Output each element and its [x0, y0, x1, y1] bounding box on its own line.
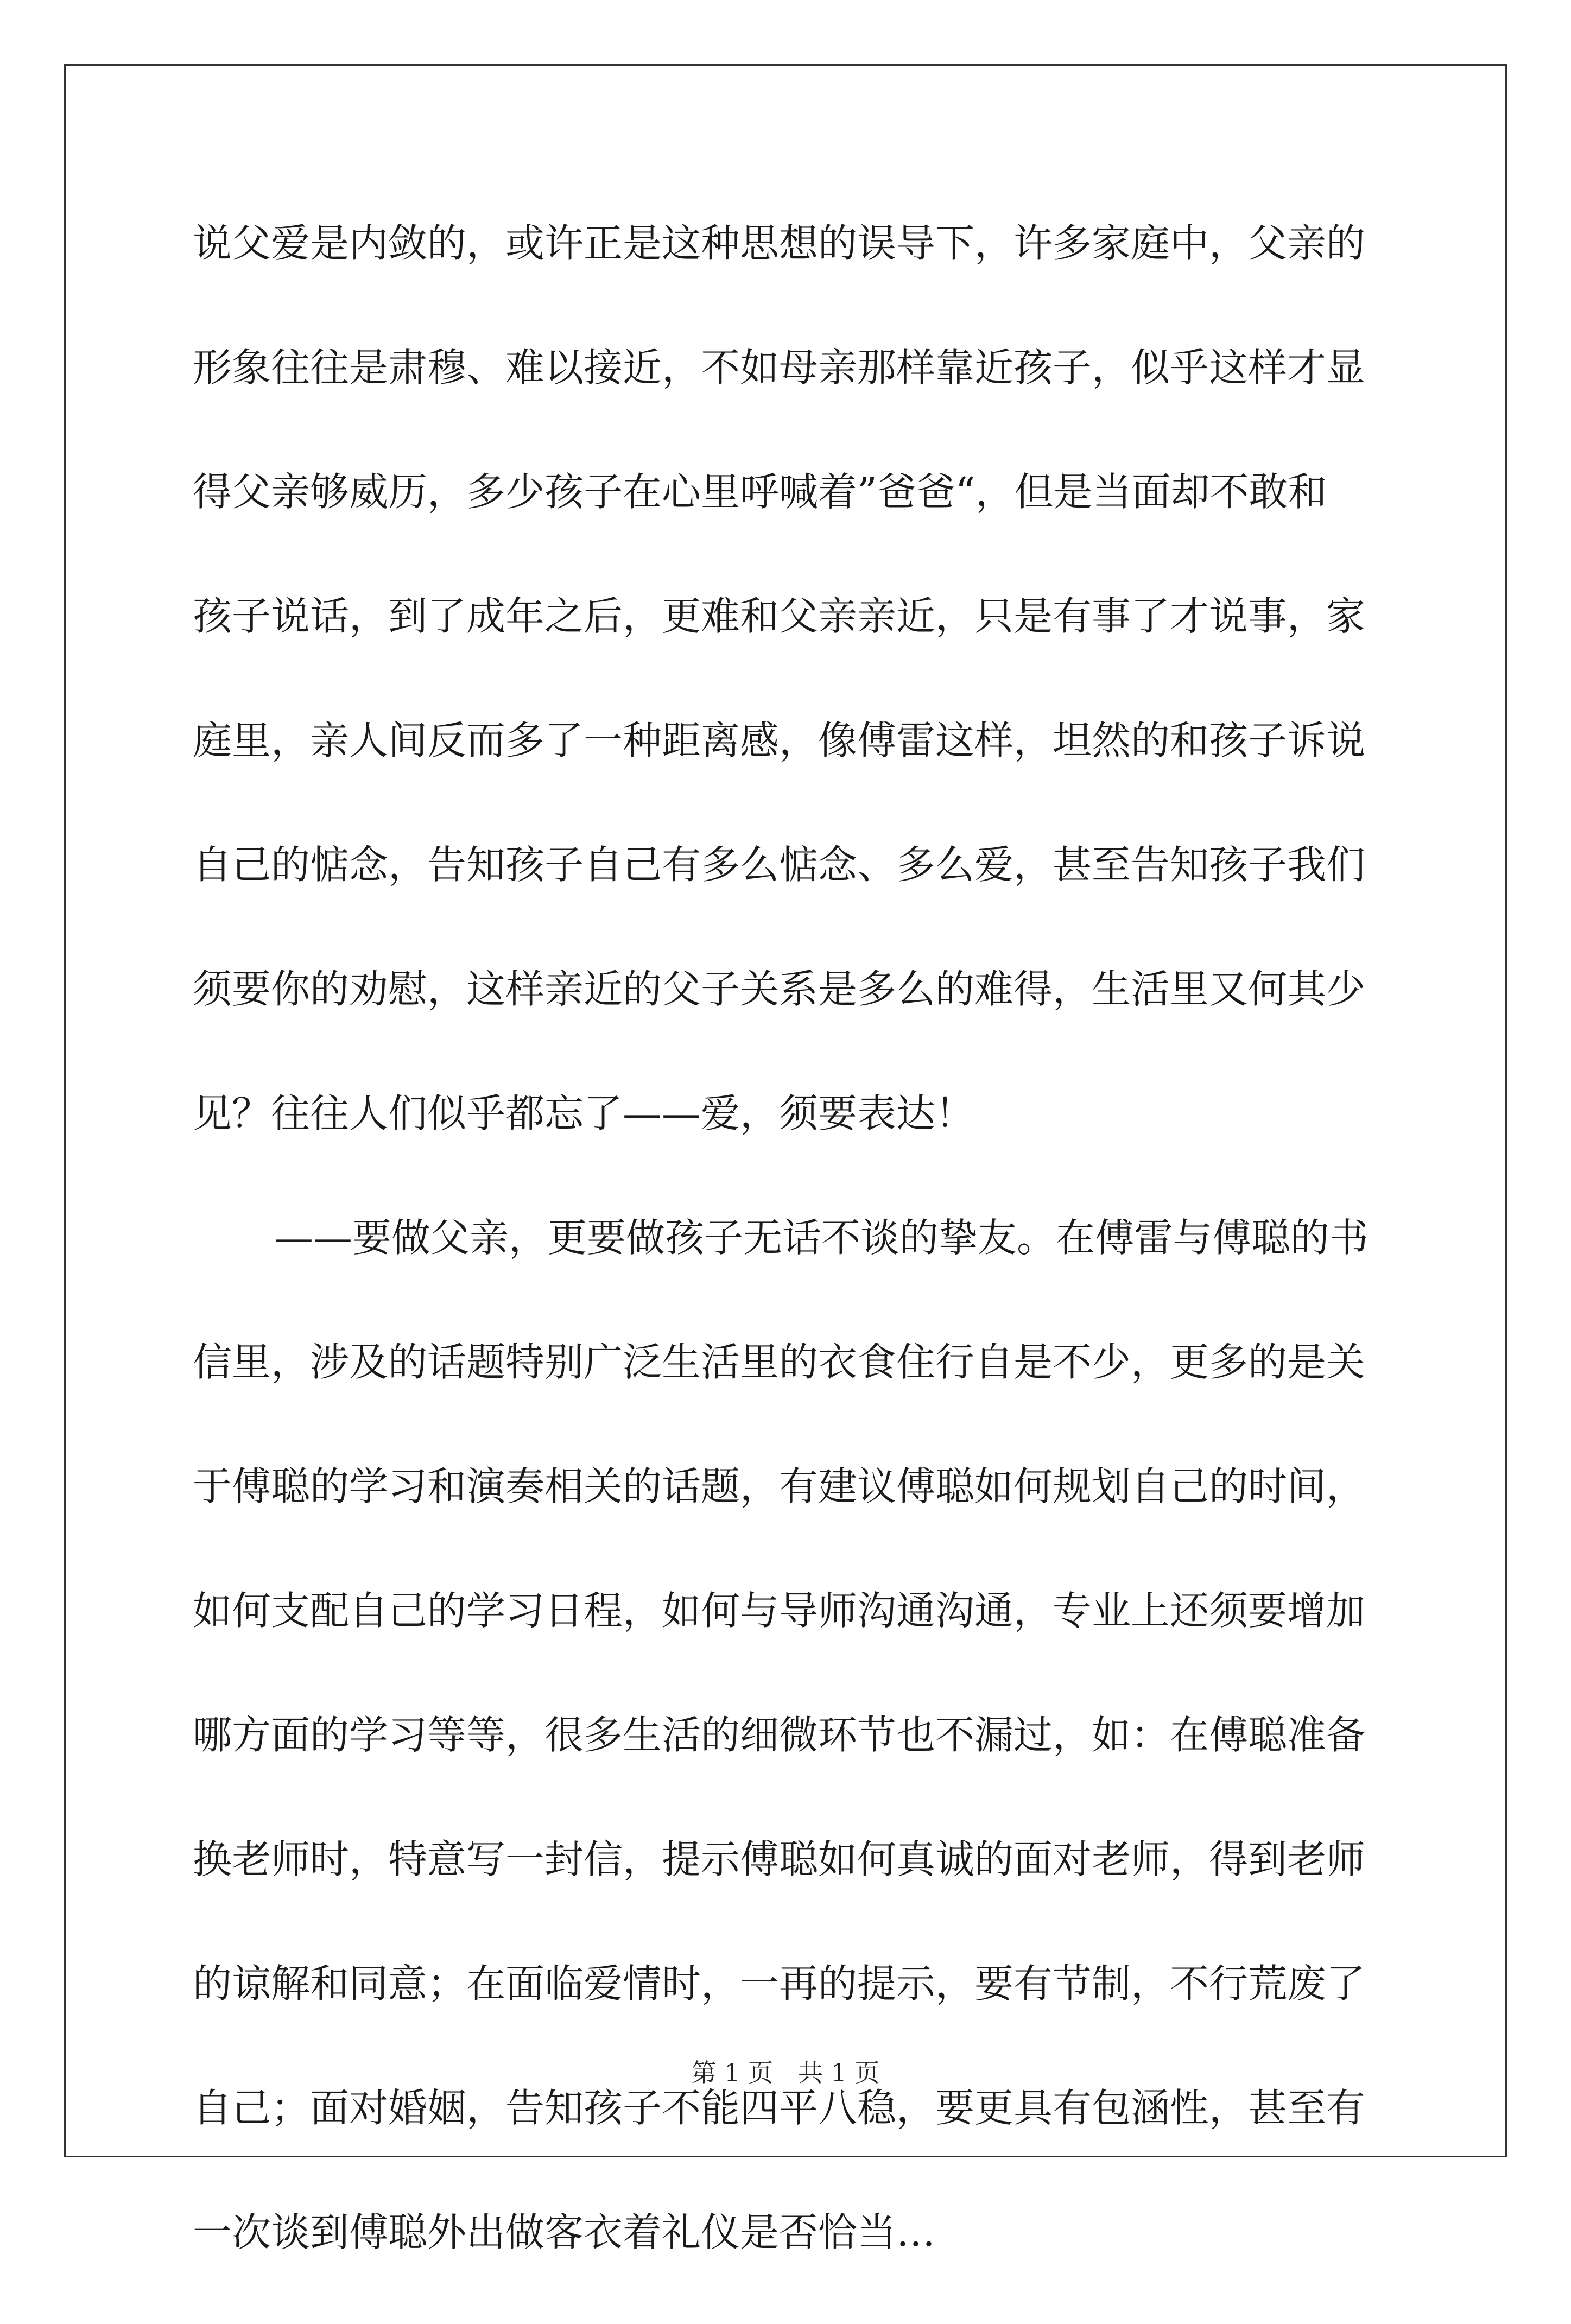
text-line-9-paragraph-start: ——要做父亲，更要做孩子无话不谈的挚友。在傅雷与傅聪的书	[274, 1215, 1369, 1261]
text-line-13: 哪方面的学习等等，很多生活的细微环节也不漏过，如：在傅聪准备	[193, 1712, 1366, 1758]
text-line-7: 须要你的劝慰，这样亲近的父子关系是多么的难得，生活里又何其少	[193, 966, 1366, 1012]
text-line-10: 信里，涉及的话题特别广泛生活里的衣食住行自是不少，更多的是关	[193, 1339, 1366, 1385]
text-line-1: 说父爱是内敛的，或许正是这种思想的误导下，许多家庭中，父亲的	[193, 220, 1366, 266]
text-line-17: 一次谈到傅聪外出做客衣着礼仪是否恰当…	[193, 2209, 936, 2255]
text-line-2: 形象往往是肃穆、难以接近，不如母亲那样靠近孩子，似乎这样才显	[193, 345, 1366, 390]
text-line-5: 庭里，亲人间反而多了一种距离感，像傅雷这样，坦然的和孩子诉说	[193, 718, 1366, 763]
text-line-15: 的谅解和同意；在面临爱情时，一再的提示，要有节制，不行荒废了	[193, 1961, 1366, 2006]
text-line-16: 自己；面对婚姻，告知孩子不能四平八稳，要更具有包涵性，甚至有	[193, 2085, 1366, 2131]
text-line-3: 得父亲够威历，多少孩子在心里呼喊着”爸爸“，但是当面却不敢和	[193, 469, 1327, 515]
text-line-6: 自己的惦念，告知孩子自己有多么惦念、多么爱，甚至告知孩子我们	[193, 842, 1366, 888]
page-number-footer: 第 1 页 共 1 页	[691, 2058, 880, 2087]
text-line-4: 孩子说话，到了成年之后，更难和父亲亲近，只是有事了才说事，家	[193, 593, 1366, 639]
text-line-14: 换老师时，特意写一封信，提示傅聪如何真诚的面对老师，得到老师	[193, 1837, 1366, 1882]
text-line-11: 于傅聪的学习和演奏相关的话题，有建议傅聪如何规划自己的时间，	[193, 1464, 1366, 1509]
document-body	[193, 211, 1387, 2324]
text-line-8: 见？往往人们似乎都忘了——爱，须要表达！	[193, 1091, 975, 1136]
text-line-12: 如何支配自己的学习日程，如何与导师沟通沟通，专业上还须要增加	[193, 1588, 1366, 1633]
